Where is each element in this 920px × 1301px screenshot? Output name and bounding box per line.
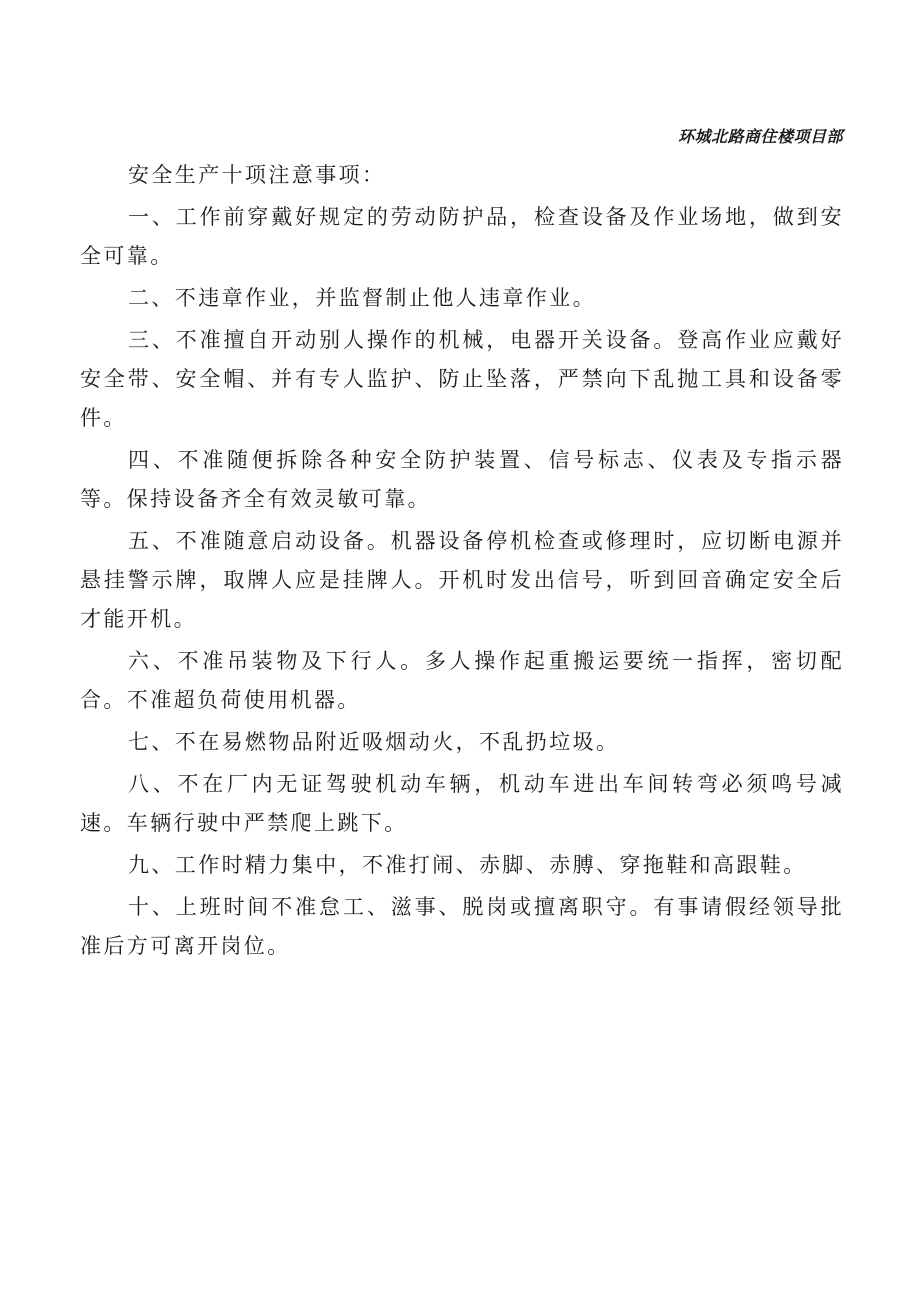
rule-item-2: 二、不违章作业，并监督制止他人违章作业。 xyxy=(128,286,596,310)
document-heading: 安全生产十项注意事项： xyxy=(128,163,386,187)
rule-item-1: 一、工作前穿戴好规定的劳动防护品，检查设备及作业场地，做到安全可靠。 xyxy=(80,205,844,268)
rule-item-3: 三、不准擅自开动别人操作的机械，电器开关设备。登高作业应戴好安全带、安全帽、并有专人监护、防止坠落，严禁向下乱抛工具和设备零件。 xyxy=(80,328,844,430)
rule-item-5: 五、不准随意启动设备。机器设备停机检查或修理时，应切断电源并悬挂警示牌，取牌人应是挂牌人。开机时发出信号，听到回音确定安全后才能开机。 xyxy=(80,529,844,631)
organization-name: 环城北路商住楼项目部 xyxy=(677,127,843,146)
document-body xyxy=(80,156,844,969)
rule-item-10: 十、上班时间不准怠工、滋事、脱岗或擅离职守。有事请假经领导批准后方可离开岗位。 xyxy=(80,895,844,958)
rule-item-6: 六、不准吊装物及下行人。多人操作起重搬运要统一指挥，密切配合。不准超负荷使用机器。 xyxy=(80,649,844,712)
rule-item-7: 七、不在易燃物品附近吸烟动火，不乱扔垃圾。 xyxy=(128,730,620,754)
rule-item-9: 九、工作时精力集中，不准打闹、赤脚、赤膊、穿拖鞋和高跟鞋。 xyxy=(128,853,807,877)
rule-item-4: 四、不准随便拆除各种安全防护装置、信号标志、仪表及专指示器等。保持设备齐全有效灵敏可靠。 xyxy=(80,448,844,511)
rule-item-8: 八、不在厂内无证驾驶机动车辆，机动车进出车间转弯必须鸣号减速。车辆行驶中严禁爬上跳下。 xyxy=(80,772,844,835)
